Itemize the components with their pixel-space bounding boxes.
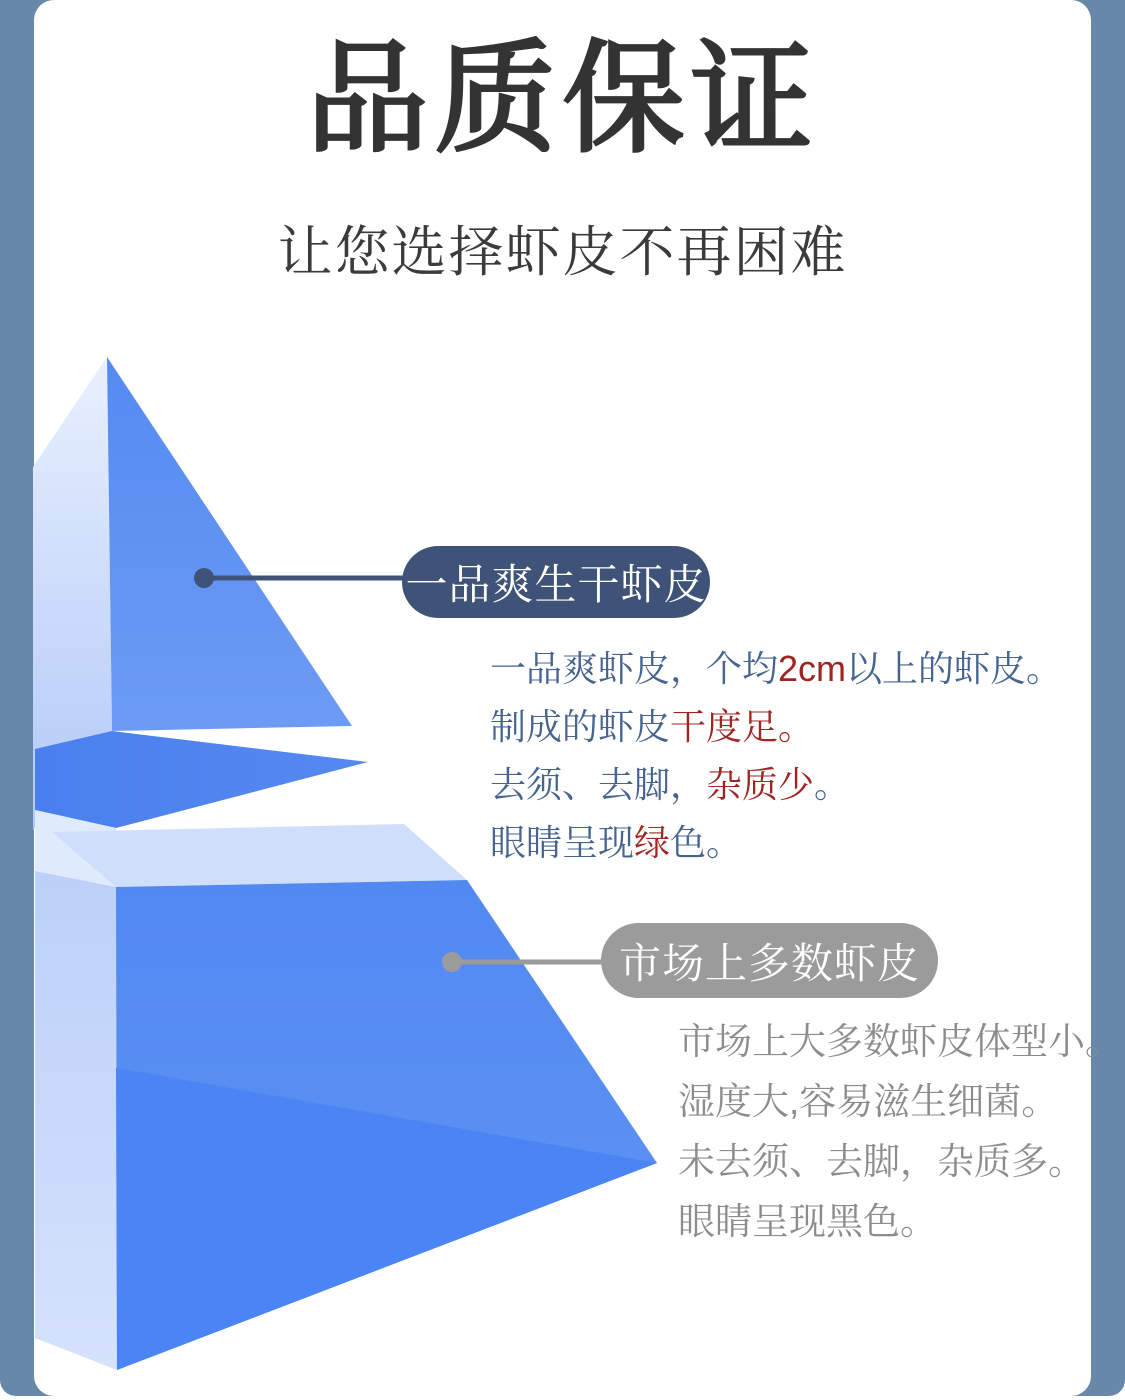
page-subtitle: 让您选择虾皮不再困难	[277, 221, 848, 283]
text-segment: 未去须、去脚，杂质多。	[678, 1141, 1085, 1182]
market-connector-dot	[442, 952, 462, 972]
label-premium-pill: 一品爽生干虾皮	[402, 546, 710, 618]
premium-description	[490, 640, 1062, 872]
text-line	[490, 814, 1062, 872]
frustum-top-face	[52, 824, 467, 887]
text-segment: 制成的虾皮	[490, 706, 671, 747]
text-segment: 2cm	[778, 648, 847, 689]
page-title: 品质保证	[306, 33, 819, 168]
text-segment: 。	[814, 764, 851, 805]
text-segment: 以上的虾皮。	[846, 648, 1063, 689]
pyramid-top-underside	[35, 731, 368, 828]
market-description	[678, 1012, 1122, 1252]
text-segment: 干度足。	[670, 706, 815, 747]
text-segment: 湿度大,容易滋生细菌。	[678, 1081, 1059, 1122]
text-line	[678, 1132, 1122, 1192]
frustum-left-face	[35, 871, 117, 1370]
label-market-pill: 市场上多数虾皮	[601, 923, 938, 998]
pyramid-top-front-face	[107, 357, 352, 731]
text-line	[678, 1012, 1122, 1072]
premium-connector-dot	[194, 568, 214, 588]
text-line	[490, 640, 1062, 698]
text-line	[490, 698, 1062, 756]
text-segment: 色。	[670, 822, 743, 863]
text-line	[490, 756, 1062, 814]
text-segment: 眼睛呈现	[490, 822, 635, 863]
text-segment: 眼睛呈现黑色。	[678, 1201, 937, 1242]
text-segment: 杂质少	[706, 764, 815, 805]
text-segment: 市场上大多数虾皮体型小。	[678, 1021, 1122, 1062]
text-line	[678, 1072, 1122, 1132]
text-segment: 一品爽虾皮，个均	[490, 648, 779, 689]
text-segment: 绿	[634, 822, 671, 863]
text-segment: 去须、去脚，	[490, 764, 707, 805]
text-line	[678, 1192, 1122, 1252]
